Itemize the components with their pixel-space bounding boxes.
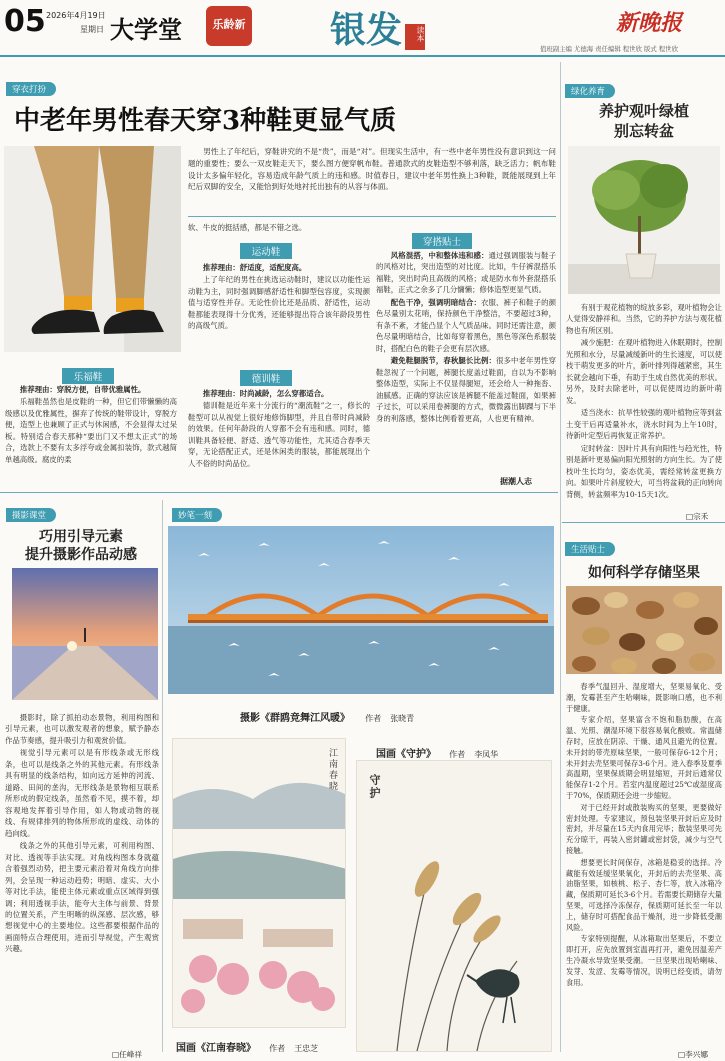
tips-head: 穿搭贴士 xyxy=(412,233,472,249)
section-head-sneaker: 运动鞋 xyxy=(240,243,292,259)
issue-weekday: 星期日 xyxy=(80,25,104,34)
lead-mid-column: 软、牛皮的挺括感，都是不错之选。 xyxy=(188,223,307,232)
sunset-path-illustration xyxy=(12,568,158,700)
plant-tag: 绿化养育 xyxy=(565,84,615,98)
masthead-rule xyxy=(0,55,725,57)
section-seal-text: 乐龄新 xyxy=(212,18,246,31)
potted-plant-illustration xyxy=(568,146,720,294)
tips-body: 风格混搭，中和整体违和感：通过强调服装与鞋子的风格对比，突出造型的对比度。比如，牛仔裤混搭乐福鞋，突出时尚且高级的风格；或是防水布外套混搭乐福鞋，正式之余多了几分慵懒；修体造型更显气质。 配色干净，强调明暗结合：衣服、裤子和鞋子的颜色尽量别太花哨，保持颜色干净整洁，不要超过3种，有条不紊，才能凸显个人气质品味。同时还需注意，颜色尽量明暗结合，比如每穿着黑色，黑色等深色系服装时，搭配白色的鞋子会更有层次感。 避免鞋腿脱节，春秋腿长比例：很多中老年男性穿鞋忽视了一个问题，裤腿长度盖过鞋面，自以为不影响整体造型，实际上不仅显得腿短，还会给人一种拖沓、油腻感。正确的穿法应该是裤腿不能盖过鞋面，如果裤子过长，可以采用卷裤腿的方式，微微露出脚踝与下半身的利落感，整体比例看着更高，人也更有精神。 xyxy=(376,251,556,423)
photo-guide-photo xyxy=(12,568,158,700)
issue-date: 2026年4月19日 xyxy=(46,11,106,20)
painting-guardian xyxy=(356,760,552,1052)
section-german-trainer: 推荐理由：时尚减龄，怎么穿都适合。 德训鞋是近年来十分流行的“潮流鞋”之一，修长的鞋型可以从视觉上很好地修饰脚型，并且自带时尚减龄的效果。任何年龄段的人穿都不会有违和感。同时，德训鞋具备轻便、舒适、透气等功能性，尤其适合春季天穿，无论搭配正式，还是休闲类的服装，都能展现出个人不俗的时尚品位。 xyxy=(188,389,370,468)
lead-intro: 男性上了年纪后，穿鞋讲究的不是“贵”，而是“对”。但现实生活中，有一些中老年男性没有意识到这一问题的重要性；要么一双皮鞋走天下，要么图方便穿帆布鞋。普通款式的皮鞋造型不够利落，缺乏活力；帆布鞋设计太多偏年轻化，容易造成年龄气质上的违和感。时值春日，建议中老年男性换上3种鞋，既能展现到上年纪后双脚的安全，又能恰到好处地衬托出独有的从容与体面。 xyxy=(188,147,556,192)
masthead xyxy=(0,0,725,56)
photo-guide-body: 摄影时，除了抓拍动态景物，利用构图和引导元素，也可以激发观者的想象，赋予静态作品节奏感，提升吸引力和观赏价值。 视觉引导元素可以是有形线条或无形线条，也可以是线条之外的其他元素。有形线条具有明显的线条结构，如向远方延伸的河流、道路、田间的垄沟，无形线条是景物相互联系所形成的假定线条，虽然看不见，摸不着，却容观地发挥着引导作用，如人物或动物的视线、有规律排列的物体所形成的虚线、动体的趋向线。 线条之外的其他引导元素，可利用构图、对比、透视等手法实现。对角线构图本身就蕴含着强烈动势，把主要元素沿着对角线方向排列，会呈现一种运动趋势；明暗、虚实、大小等对比手法，能使主体元素或重点区域得到强调；利用透视手法，能夸大主体与前景、背景的位置关系，产生明晰的纵深感、层次感，够想视觉中心的主要地位。这些都要根据作品的画面特点合理使用，进而引导视觉，产生观赏兴趣。 xyxy=(5,713,159,954)
gallery-photo-caption: 摄影《群鸥竞舞江风暖》 xyxy=(240,713,350,724)
photo-guide-title-line2: 提升摄影作品动感 xyxy=(25,547,137,563)
lead-photo xyxy=(4,146,181,352)
lead-title: 中老年男性春天穿3种鞋更显气质 xyxy=(14,106,397,136)
photo-guide-byline: □任峰祥 xyxy=(112,1050,142,1059)
painting2-author-label: 作者 xyxy=(449,750,466,759)
gallery-tag: 妙笔一刻 xyxy=(172,508,222,522)
gallery-photo-author-label: 作者 xyxy=(365,714,382,723)
paper-logo: 新晚报 xyxy=(616,10,683,36)
heron-reeds-illustration xyxy=(357,761,552,1052)
painting2-inscription: 守护 xyxy=(368,774,381,800)
column-seal-text: 读本 xyxy=(416,26,425,42)
plant-photo xyxy=(568,146,720,294)
column-divider-right xyxy=(560,62,561,1052)
mixed-nuts-illustration xyxy=(566,586,722,674)
nuts-body: 春季气温回升、湿度增大，坚果易氧化、受潮，发霉甚至产生哈喇味，既影响口感，也不利于健康。 专家介绍，坚果富含不饱和脂肪酸，在高温、光照、潮湿环境下很容易氧化酸败。常温储存时，应放在阴凉、干燥、通风且避光的位置。未开封的带壳原味坚果，一般可保存6-12个月；未开封去壳坚果可保存3-6个月。进入春季及夏季高温期，坚果保质期会明显缩短，开封后通常仅能保存1-2个月。若室内温度超过25℃或湿度高于70%，保质期还会进一步缩短。 对于已经开封或散装购买的坚果，更要做好密封处理。专家建议，预包装坚果开封后应及时密封，并尽量在15天内食用完毕；散装坚果可先充分晾干，再装入密封罐或密封袋，减少与空气接触。 想要更长时间保存，冰箱是稳妥的选择。冷藏能有效延缓坚果氧化，开封后的去壳坚果、高油脂坚果，如核桃、松子、杏仁等，放入冰箱冷藏，保质期可延长3-6个月。若需要长期储存大量坚果，可选择冷冻保存，保质期可延长至一年以上，储存时可搭配食品干燥剂，进一步降低受潮风险。 专家特别提醒，从冰箱取出坚果后，不要立即打开，应先放置到室温再打开，避免因温差产生冷凝水导致坚果受潮。一旦坚果出现哈喇味、发芽、发涩、发霉等情况，说明已经变质，请勿食用。 xyxy=(566,682,722,987)
page-number: 05 xyxy=(4,4,46,39)
gallery-photo-author: 张晓青 xyxy=(390,714,415,723)
editor-credits: 值班副主编 尤德海 责任编辑 程世欣 版式 程世欣 xyxy=(540,45,678,53)
nuts-title: 如何科学存储坚果 xyxy=(588,565,700,581)
spring-dawn-illustration xyxy=(173,739,346,1028)
plant-title-line1: 养护观叶绿植 xyxy=(598,102,689,120)
painting2-caption-row xyxy=(376,742,498,761)
nuts-tag: 生活贴士 xyxy=(565,542,615,556)
painting-spring-dawn xyxy=(172,738,346,1028)
lead-bottom-rule xyxy=(0,492,558,493)
lead-intro-rule xyxy=(188,216,556,217)
painting1-caption-row xyxy=(176,1036,318,1055)
gallery-photo xyxy=(168,526,554,694)
painting2-caption: 国画《守护》 xyxy=(376,749,436,760)
gallery-photo-caption-row xyxy=(240,706,414,725)
tips-source: 据潮人志 xyxy=(500,477,532,486)
painting1-author: 王忠芝 xyxy=(294,1044,319,1053)
plant-body: 有别于观花植物的绽放多彩，观叶植物会让人觉得安静祥和。当然，它的养护方法与观花植物也有所区别。 减少施肥：在观叶植物进入休眠期时，控制光照和水分，尽量减缓新叶的生长速度，可以使枝干萌发更多的叶片，新叶排列得越紧密，其生长就会越向下垂，有助于生成自然优美的形状。另外，及时去除老叶，可以促使周边的新叶萌发。 适当浇水：抗旱性较强的观叶植物应等到盆土变干后再适量补水，浇水时间为上午10时，待新叶定型后再恢复正常养护。 定时转盆：因叶片具有向阳性与趋光性，特别是新叶更易偏向阳光照射的方向生长。为了使枝叶生长均匀，姿态优美，需经常转盆更换方向。如果叶片斜度较大，可当将盆栽的正向转向背侧，转盆频率为10-15天1次。 xyxy=(566,303,722,499)
section-loafer: 推荐理由：穿脱方便，自带优雅属性。 乐福鞋虽然也是皮鞋的一种，但它们带懒懒的高级感以及优雅属性，摒弃了传统的鞋带设计，穿脱方便，造型上也兼顾了正式与休闲感，不会显得太过呆板。特别适合春天那种“要出门又不想太正式”的场合，选款上不要有太多浮夸或金属扣装饰，款式越简单越高级。腐皮的柔 xyxy=(5,385,177,464)
section-name: 大学堂 xyxy=(110,16,182,44)
lead-tag: 穿衣打扮 xyxy=(6,82,56,96)
column-title: 银发 xyxy=(330,9,403,51)
bridge-gulls-illustration xyxy=(168,526,554,694)
section-sneaker: 推荐理由：舒适度，适配度高。 上了年纪的男性在挑选运动鞋时，建议以功能性运动鞋为主，同时强调脚感舒适性和脚型包容度，实现颜值与适穿性并存。无论性价比还是品质、舒适性，运动鞋都能表现得十分优秀，还能够提出符合该年龄段男性的高级气质。 xyxy=(188,263,370,331)
photo-guide-title-line1: 巧用引导元素 xyxy=(39,529,123,545)
plant-byline: □宗禾 xyxy=(686,512,709,521)
photo-guide-tag: 摄影课堂 xyxy=(6,508,56,522)
painting1-inscription: 江南春晓 xyxy=(327,748,337,792)
nuts-byline: □李兴娜 xyxy=(678,1050,708,1059)
nuts-photo xyxy=(566,586,722,674)
right-mid-rule xyxy=(562,522,725,523)
painting1-author-label: 作者 xyxy=(269,1044,286,1053)
painting1-caption: 国画《江南春晓》 xyxy=(176,1043,256,1054)
loafer-photo-illustration xyxy=(4,146,181,352)
section-head-german-trainer: 德训鞋 xyxy=(240,370,292,386)
plant-title-line2: 别忘转盆 xyxy=(613,122,674,140)
painting2-author: 李凤华 xyxy=(474,750,499,759)
section-head-loafer: 乐福鞋 xyxy=(62,368,114,384)
column-divider-left xyxy=(162,500,163,1052)
